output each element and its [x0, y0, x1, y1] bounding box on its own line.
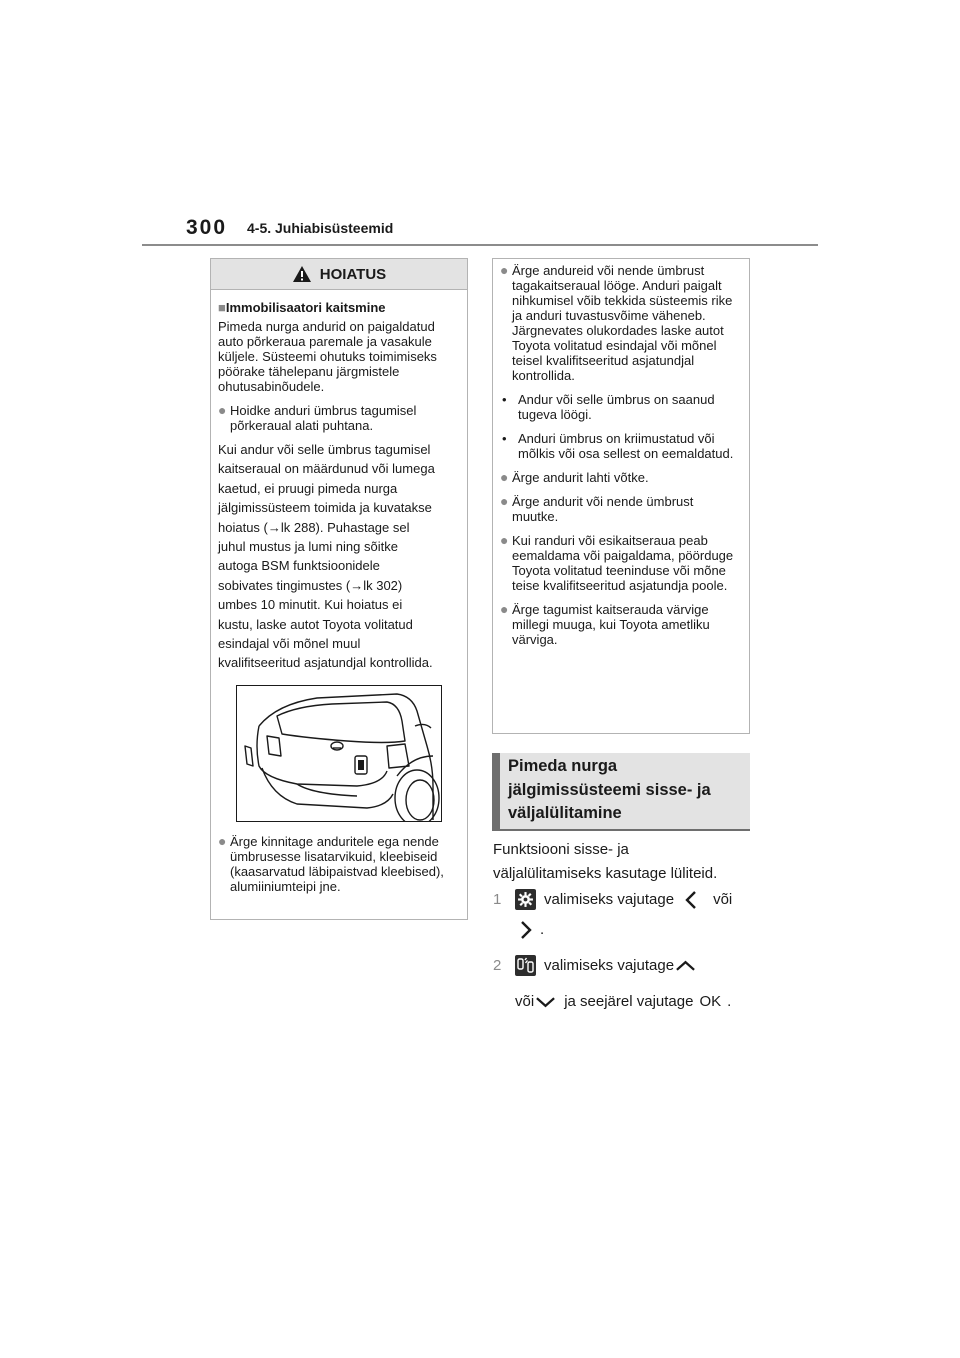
list-item: ● Hoidke anduri ümbrus tagumisel põrkeraual alati puhtana.: [218, 402, 417, 433]
warning-header: [211, 259, 467, 290]
bullet-dot-icon: ●: [500, 262, 509, 278]
warning-intro: Pimeda nurga andurid on paigaldatud auto põrkeraua paremale ja vasakule küljele. Süsteemi ohutuks toimimiseks pöörake tähelepanu järgmistele ohutusabinõudele.: [218, 319, 437, 394]
chevron-left-icon: [680, 889, 701, 910]
list-item: ● Ärge andurit või nende ümbrust muutke.: [500, 493, 694, 524]
body-intro: Funktsiooni sisse- ja väljalülitamiseks kasutage lüliteid.: [493, 841, 718, 882]
step-1-cont: .: [515, 919, 544, 940]
list-item: ● Ärge andurit lahti võtke.: [500, 469, 649, 485]
section-title: 4-5. Juhiabisüsteemid: [247, 220, 394, 236]
bullet-dot-icon: ●: [218, 402, 227, 418]
chevron-down-icon: [535, 991, 556, 1012]
bullet-dot-icon: ●: [500, 532, 509, 548]
list-item: ● Ärge andureid või nende ümbrust tagakaitseraual lööge. Anduri paigalt nihkumisel võib tekkida süsteemis rike ja anduri tuvastusvõime väheneb. Järgnevates olukordades laske autot Toyota volitatud esindajal või mõnel teisel kvalifitseeritud asjatundjal kontrollida.: [500, 262, 733, 383]
list-item: ● Ärge kinnitage anduritele ega nende ümbrusesse lisatarvikuid, kleebiseid (kaasarvatud läbipaistvad kleebised), alumiiniumteipi jne.: [218, 833, 444, 894]
section-heading: Pimeda nurga jälgimissüsteemi sisse- ja väljalülitamine: [492, 753, 750, 831]
bullet-dot-icon: ●: [500, 469, 509, 485]
square-bullet-icon: ■: [218, 300, 226, 315]
warning-title: HOIATUS: [319, 265, 387, 283]
car-rear-drawing: [237, 686, 441, 821]
list-item: ● Ärge tagumist kaitserauda värvige millegi muuga, kui Toyota ametliku värviga.: [500, 601, 710, 647]
chevron-right-icon: [515, 919, 536, 940]
header-rule: [142, 244, 818, 246]
warning-triangle-icon: [292, 265, 312, 283]
page-number: 300: [186, 216, 228, 239]
gear-icon: [515, 889, 536, 910]
small-dot-icon: •: [502, 392, 507, 407]
step-2-cont: või ja seejärel vajutage OK .: [515, 993, 732, 1010]
car-rear-illustration: [236, 685, 442, 822]
bsm-car-icon: [515, 955, 536, 976]
ok-button-label: OK: [699, 993, 722, 1010]
sub-list-item: • Anduri ümbrus on kriimustatud või mõlkis või osa sellest on eemaldatud.: [502, 431, 734, 461]
step-2: 2 valimiseks vajutage: [493, 955, 696, 976]
chevron-up-icon: [675, 955, 696, 976]
step-1: 1 valimiseks vajutage või: [493, 891, 733, 908]
list-item: ● Kui randuri või esikaitseraua peab eemaldama või paigaldama, pöörduge Toyota volitatud teeninduse või mõne teise kvalifitseeritud asjatundja poole.: [500, 532, 734, 593]
sub-list-item: • Andur või selle ümbrus on saanud tugeva löögi.: [502, 392, 715, 422]
bullet-dot-icon: ●: [500, 493, 509, 509]
warning-subheading: ■Immobilisaatori kaitsmine: [218, 300, 386, 315]
warning-paragraph: Kui andur või selle ümbrus tagumisel kaitseraual on määrdunud või lumega kaetud, ei pruugi pimeda nurga jälgimissüsteem toimida ja kuvatakse hoiatus (→lk 288). Puhastage sel juhul mustus ja lumi ning sõitke autoga BSM funktsioonidele sobivates tingimustes (→lk 302) umbes 10 minutit. Kui hoiatus ei kustu, laske autot Toyota volitatud esindajal või mõnel muul kvalifitseeritud asjatundjal kontrollida.: [218, 442, 435, 671]
small-dot-icon: •: [502, 431, 507, 446]
step-number: 1: [493, 891, 502, 908]
step-number: 2: [493, 957, 502, 974]
precaution-box: [492, 258, 750, 734]
bullet-dot-icon: ●: [218, 833, 227, 849]
bullet-dot-icon: ●: [500, 601, 509, 617]
